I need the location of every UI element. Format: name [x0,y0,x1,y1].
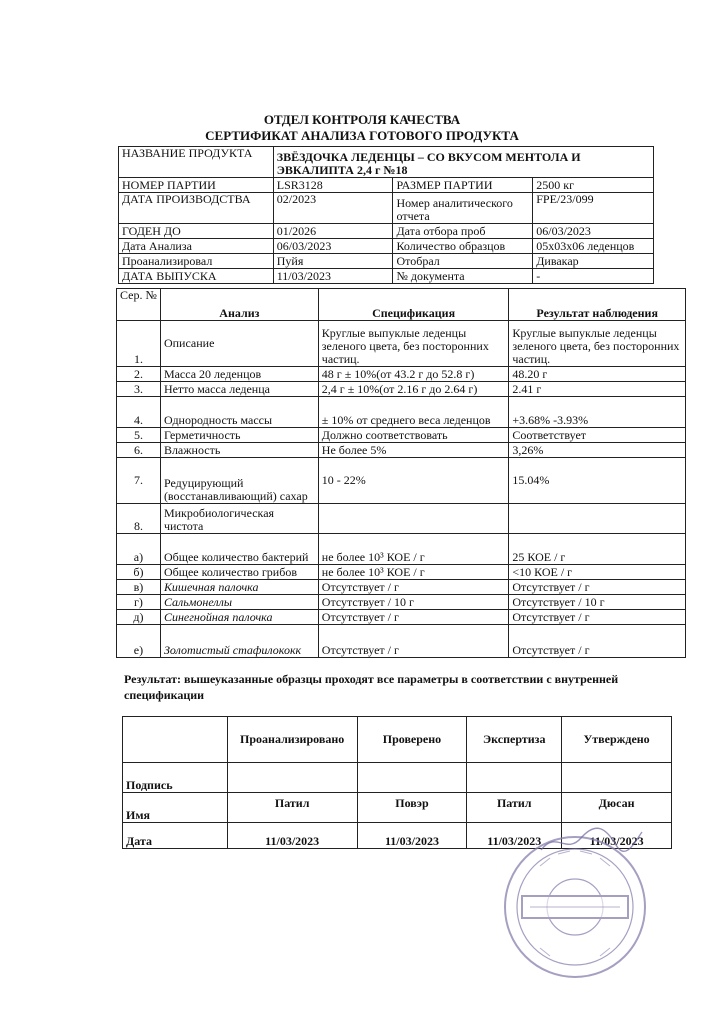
row-analysis: Описание [160,321,318,367]
signature-cell [562,763,672,793]
row-analysis: Нетто масса леденца [160,382,318,397]
analyst-label: Проанализировал [119,254,274,269]
department-title: ОТДЕЛ КОНТРОЛЯ КАЧЕСТВА [263,112,461,127]
table-row [117,367,686,382]
row-result: 2.41 г [509,382,686,397]
table-row [117,443,686,458]
header-expertise: Экспертиза [467,717,562,763]
row-spec: Не более 5% [318,443,509,458]
row-spec: Отсутствует / г [318,580,509,595]
analysis-table [116,288,686,658]
name-approved: Дюсан [562,793,672,823]
row-spec: Круглые выпуклые леденцы зеленого цвета, без посторонних частиц. [318,321,509,367]
product-info-table [118,146,654,284]
row-number: 4. [117,397,161,428]
expiry-date-label: ГОДЕН ДО [119,224,274,239]
row-number: е) [117,625,161,658]
row-analysis: Общее количество грибов [160,565,318,580]
table-row [117,321,686,367]
row-number: 8. [117,504,161,534]
header-checked: Проверено [357,717,467,763]
row-result: +3.68% -3.93% [509,397,686,428]
row-number: 2. [117,367,161,382]
row-result: 3,26% [509,443,686,458]
report-number-value: FPE/23/099 [533,193,654,224]
row-number: 7. [117,458,161,504]
row-analysis: Масса 20 леденцов [160,367,318,382]
row-number: 5. [117,428,161,443]
sampling-date-value: 06/03/2023 [533,224,654,239]
row-spec: 48 г ± 10%(от 43.2 г до 52.8 г) [318,367,509,382]
conclusion-text: Результат: вышеуказанные образцы проходят все параметры в соответствии с внутренней спецификации [124,672,619,702]
row-analysis: Общее количество бактерий [160,534,318,565]
signatures-corner [123,717,228,763]
batch-number-label: НОМЕР ПАРТИИ [119,178,274,193]
report-number-label: Номер аналитического отчета [393,193,533,224]
table-row [117,625,686,658]
row-spec: Должно соответствовать [318,428,509,443]
release-date-label: ДАТА ВЫПУСКА [119,269,274,284]
name-checked: Повэр [357,793,467,823]
product-name-label: НАЗВАНИЕ ПРОДУКТА [119,147,274,178]
header-serial-number: Сер. № [117,289,161,321]
batch-number-value: LSR3128 [273,178,393,193]
signature-cell [467,763,562,793]
handwritten-signature [536,820,646,860]
row-spec [318,504,509,534]
production-date-value: 02/2023 [273,193,393,224]
row-analysis: Синегнойная палочка [160,610,318,625]
row-number: 3. [117,382,161,397]
row-result [509,504,686,534]
row-analysis: Влажность [160,443,318,458]
sampler-value: Дивакар [533,254,654,269]
row-number: 6. [117,443,161,458]
header-analyzed: Проанализировано [227,717,357,763]
signature-cell [357,763,467,793]
row-analysis: Кишечная палочка [160,580,318,595]
batch-size-value: 2500 кг [533,178,654,193]
row-result: 15.04% [509,458,686,504]
expiry-date-value: 01/2026 [273,224,393,239]
row-analysis: Однородность массы [160,397,318,428]
header-specification: Спецификация [318,289,509,321]
table-row [117,397,686,428]
table-row [117,610,686,625]
row-number: а) [117,534,161,565]
release-date-value: 11/03/2023 [273,269,393,284]
row-result: Отсутствует / г [509,625,686,658]
row-result: <10 КОЕ / г [509,565,686,580]
batch-size-label: РАЗМЕР ПАРТИИ [393,178,533,193]
row-spec: Отсутствует / г [318,625,509,658]
table-row [117,458,686,504]
table-row [117,595,686,610]
sampling-date-label: Дата отбора проб [393,224,533,239]
row-number: 1. [117,321,161,367]
table-row [117,580,686,595]
row-result: 48.20 г [509,367,686,382]
row-analysis: Герметичность [160,428,318,443]
date-row-label: Дата [123,823,228,849]
row-spec: ± 10% от среднего веса леденцов [318,397,509,428]
document-number-label: № документа [393,269,533,284]
date-checked: 11/03/2023 [357,823,467,849]
product-name-value: ЗВЁЗДОЧКА ЛЕДЕНЦЫ – СО ВКУСОМ МЕНТОЛА И ЭВКАЛИПТА 2,4 г №18 [273,147,653,178]
row-number: г) [117,595,161,610]
row-result: Отсутствует / 10 г [509,595,686,610]
row-spec: 10 - 22% [318,458,509,504]
header-analysis: Анализ [160,289,318,321]
production-date-label: ДАТА ПРОИЗВОДСТВА [119,193,274,224]
row-analysis: Сальмонеллы [160,595,318,610]
certificate-title: СЕРТИФИКАТ АНАЛИЗА ГОТОВОГО ПРОДУКТА [205,128,519,143]
sample-count-label: Количество образцов [393,239,533,254]
table-row [117,382,686,397]
row-result: Круглые выпуклые леденцы зеленого цвета, без посторонних частиц. [509,321,686,367]
row-number: в) [117,580,161,595]
row-spec: не более 10³ КОЕ / г [318,534,509,565]
sampler-label: Отобрал [393,254,533,269]
row-spec: Отсутствует / 10 г [318,595,509,610]
header-approved: Утверждено [562,717,672,763]
row-analysis: Редуцирующий (восстанавливающий) сахар [160,458,318,504]
row-spec: 2,4 г ± 10%(от 2.16 г до 2.64 г) [318,382,509,397]
signature-row-label: Подпись [123,763,228,793]
row-number: б) [117,565,161,580]
document-number-value: - [533,269,654,284]
name-expertise: Патил [467,793,562,823]
row-result: Соответствует [509,428,686,443]
date-expertise: 11/03/2023 [467,823,562,849]
row-result: Отсутствует / г [509,580,686,595]
table-row [117,428,686,443]
name-analyzed: Патил [227,793,357,823]
row-analysis: Микробиологическая чистота [160,504,318,534]
header-result: Результат наблюдения [509,289,686,321]
row-result: 25 КОЕ / г [509,534,686,565]
row-number: д) [117,610,161,625]
date-analyzed: 11/03/2023 [227,823,357,849]
table-row [117,565,686,580]
row-result: Отсутствует / г [509,610,686,625]
sample-count-value: 05х03х06 леденцов [533,239,654,254]
name-row-label: Имя [123,793,228,823]
analysis-date-value: 06/03/2023 [273,239,393,254]
analyst-value: Пуйя [273,254,393,269]
table-row [117,534,686,565]
row-analysis: Золотистый стафилококк [160,625,318,658]
row-spec: Отсутствует / г [318,610,509,625]
signature-cell [227,763,357,793]
date-approved: 11/03/2023 [562,823,672,849]
analysis-date-label: Дата Анализа [119,239,274,254]
table-row [117,504,686,534]
row-spec: не более 10³ КОЕ / г [318,565,509,580]
